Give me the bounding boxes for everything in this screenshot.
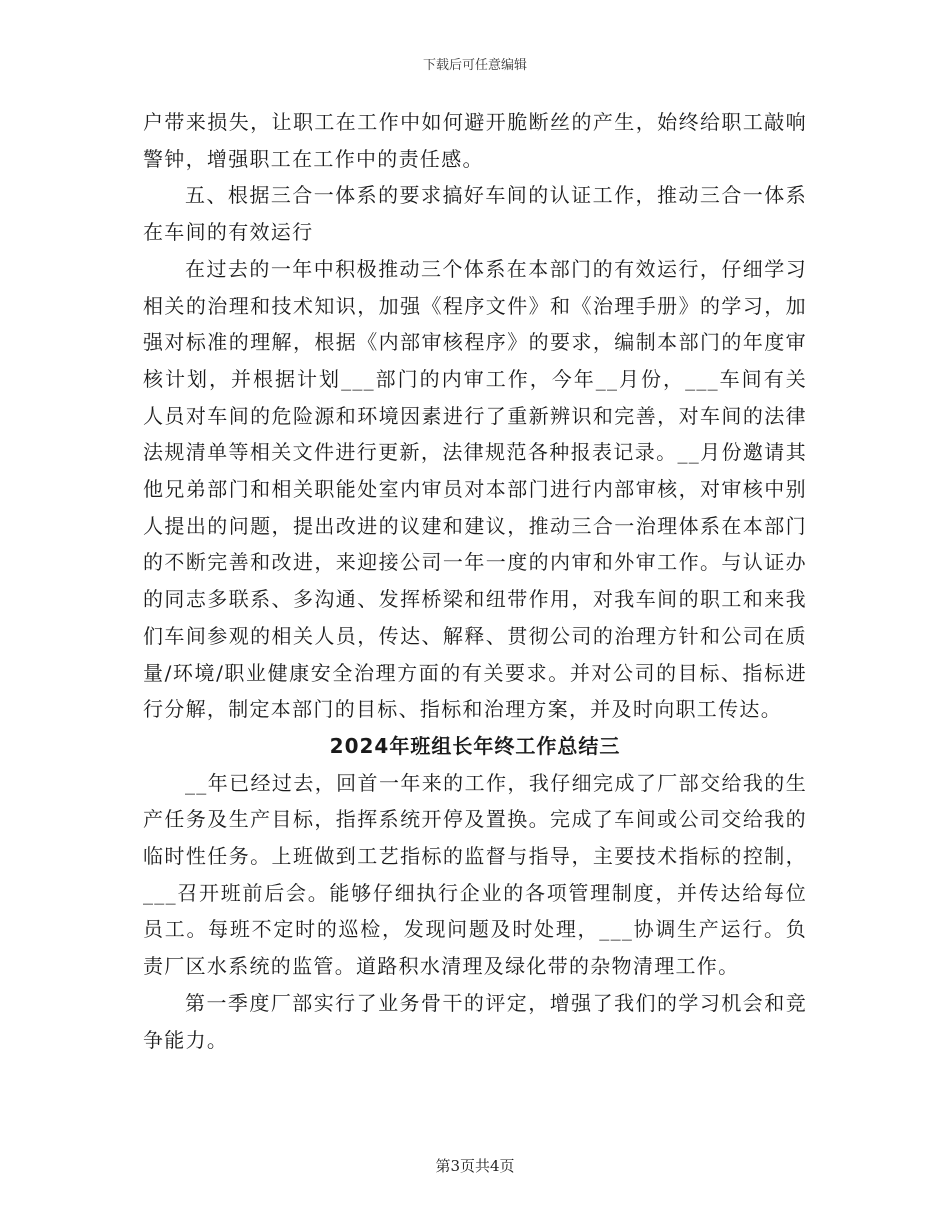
- paragraph-section-five-heading: 五、根据三合一体系的要求搞好车间的认证工作，推动三合一体系在车间的有效运行: [143, 183, 807, 245]
- page-header-note: 下载后可任意编辑: [422, 58, 527, 73]
- paragraph-first-quarter: 第一季度厂部实行了业务骨干的评定，增强了我们的学习机会和竞争能力。: [143, 990, 807, 1052]
- paragraph-year-review: __年已经过去，回首一年来的工作，我仔细完成了厂部交给我的生产任务及生产目标，指挥系统开停及置换。完成了车间或公司交给我的临时性任务。上班做到工艺指标的监督与指导，主要技术指标的控制，___召开班前后会。能够仔细执行企业的各项管理制度，并传达给每位员工。每班不定时的巡检，发现问题及时处理，___协调生产运行。负责厂区水系统的监管。道路积水清理及绿化带的杂物清理工作。: [143, 770, 807, 979]
- page-number: 第3页共4页: [435, 1157, 515, 1175]
- document-body: [143, 104, 807, 1058]
- section-title: 2024年班组长年终工作总结三: [329, 733, 621, 758]
- paragraph-system-operation: 在过去的一年中积极推动三个体系在本部门的有效运行，仔细学习相关的治理和技术知识，加强《程序文件》和《治理手册》的学习，加强对标准的理解，根据《内部审核程序》的要求，编制本部门的年度审核计划，并根据计划___部门的内审工作，今年__月份，___车间有关人员对车间的危险源和环境因素进行了重新辨识和完善，对车间的法律法规清单等相关文件进行更新，法律规范各种报表记录。__月份邀请其他兄弟部门和相关职能处室内审员对本部门进行内部审核，对审核中别人提出的问题，提出改进的议建和建议，推动三合一治理体系在本部门的不断完善和改进，来迎接公司一年一度的内审和外审工作。与认证办的同志多联系、多沟通、发挥桥梁和纽带作用，对我车间的职工和来我们车间参观的相关人员，传达、解释、贯彻公司的治理方针和公司在质量/环境/职业健康安全治理方面的有关要求。并对公司的目标、指标进行分解，制定本部门的目标、指标和治理方案，并及时向职工传达。: [143, 256, 807, 722]
- paragraph-continuation: 户带来损失，让职工在工作中如何避开脆断丝的产生，始终给职工敲响警钟，增强职工在工作中的责任感。: [143, 110, 807, 171]
